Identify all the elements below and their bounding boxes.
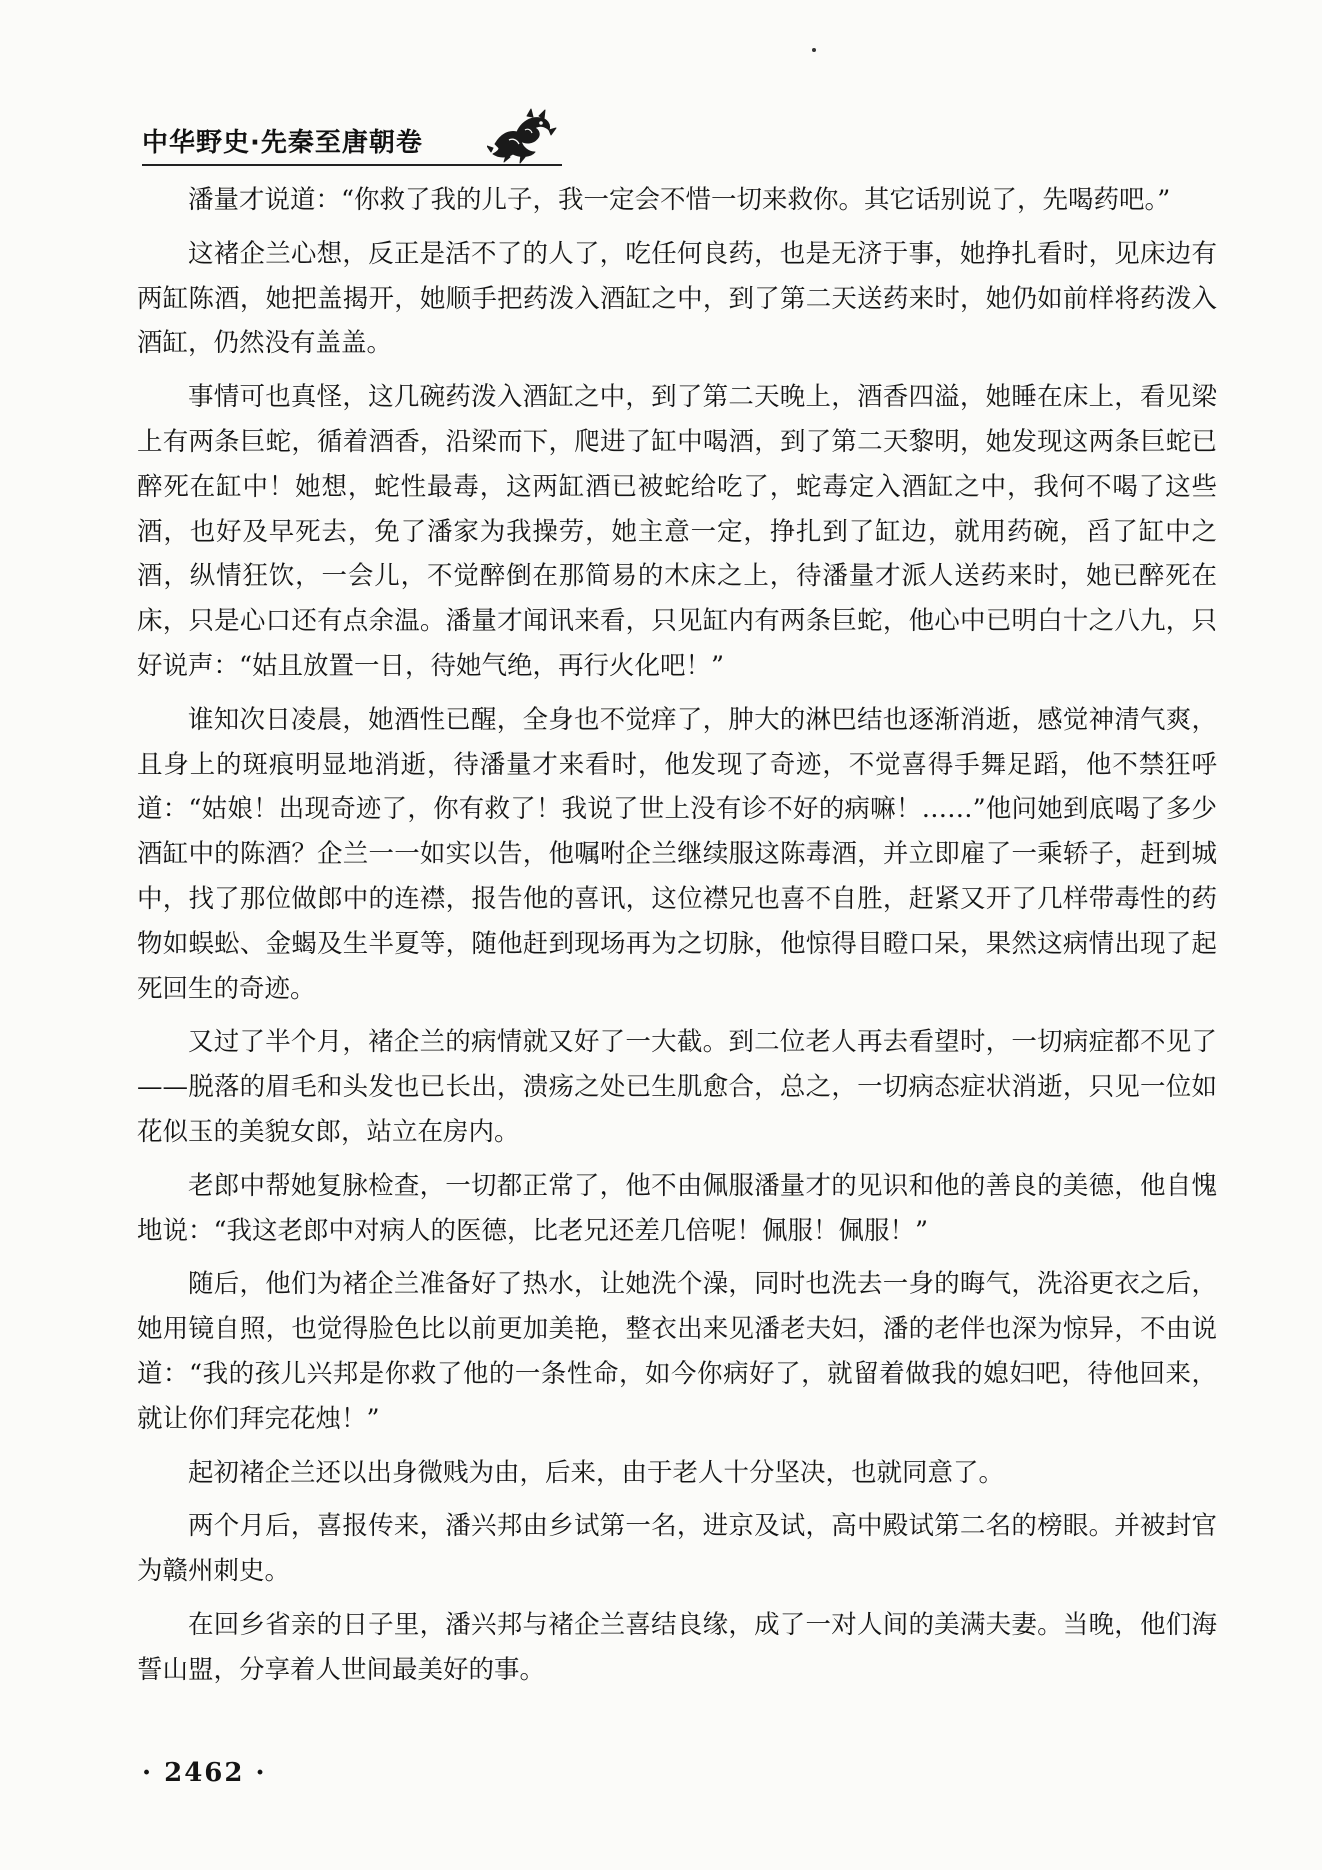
paragraph: 起初褚企兰还以出身微贱为由，后来，由于老人十分坚决，也就同意了。 xyxy=(188,1457,1005,1488)
page-number: · 2462 · xyxy=(142,1758,267,1788)
paragraph: 在回乡省亲的日子里，潘兴邦与褚企兰喜结良缘，成了一对人间的美满夫妻。当晚，他们海誓山盟，分享着人世间最美好的事。 xyxy=(137,1609,1217,1685)
header-rule xyxy=(142,164,562,166)
paragraph: 随后，他们为褚企兰准备好了热水，让她洗个澡，同时也洗去一身的晦气，洗浴更衣之后，她用镜自照，也觉得脸色比以前更加美艳，整衣出来见潘老夫妇，潘的老伴也深为惊异，不由说道：“我的孩儿兴邦是你救了他的一条性命，如今你病好了，就留着做我的媳妇吧，待他回来，就让你们拜完花烛！” xyxy=(137,1269,1217,1434)
running-header xyxy=(142,108,562,164)
running-header-title: 中华野史·先秦至唐朝卷 xyxy=(142,128,423,158)
paragraph: 两个月后，喜报传来，潘兴邦由乡试第一名，进京及试，高中殿试第二名的榜眼。并被封官为赣州刺史。 xyxy=(137,1511,1217,1587)
scan-speck xyxy=(812,48,816,52)
paragraph: 老郎中帮她复脉检查，一切都正常了，他不由佩服潘量才的见识和他的善良的美德，他自愧地说：“我这老郎中对病人的医德，比老兄还差几倍呢！佩服！佩服！” xyxy=(137,1170,1217,1246)
paragraph: 潘量才说道：“你救了我的儿子，我一定会不惜一切来救你。其它话别说了，先喝药吧。” xyxy=(188,185,1171,215)
dragon-emblem-icon xyxy=(487,108,557,164)
paragraph: 又过了半个月，褚企兰的病情就又好了一大截。到二位老人再去看望时，一切病症都不见了——脱落的眉毛和头发也已长出，溃疡之处已生肌愈合，总之，一切病态症状消逝，只见一位如花似玉的美貌女郎，站立在房内。 xyxy=(137,1027,1217,1147)
paragraph: 这褚企兰心想，反正是活不了的人了，吃任何良药，也是无济于事，她挣扎看时，见床边有两缸陈酒，她把盖揭开，她顺手把药泼入酒缸之中，到了第二天送药来时，她仍如前样将药泼入酒缸，仍然没有盖盖。 xyxy=(137,238,1217,359)
paragraph: 谁知次日凌晨，她酒性已醒，全身也不觉痒了，肿大的淋巴结也逐渐消逝，感觉神清气爽，且身上的斑痕明显地消逝，待潘量才来看时，他发现了奇迹，不觉喜得手舞足蹈，他不禁狂呼道：“姑娘！出现奇迹了，你有救了！我说了世上没有诊不好的病嘛！……”他问她到底喝了多少酒缸中的陈酒？企兰一一如实以告，他嘱咐企兰继续服这陈毒酒，并立即雇了一乘轿子，赶到城中，找了那位做郎中的连襟，报告他的喜讯，这位襟兄也喜不自胜，赶紧又开了几样带毒性的药物如蜈蚣、金蝎及生半夏等，随他赶到现场再为之切脉，他惊得目瞪口呆，果然这病情出现了起死回生的奇迹。 xyxy=(137,704,1217,1004)
body-text xyxy=(137,178,1217,1702)
paragraph: 事情可也真怪，这几碗药泼入酒缸之中，到了第二天晚上，酒香四溢，她睡在床上，看见梁上有两条巨蛇，循着酒香，沿梁而下，爬进了缸中喝酒，到了第二天黎明，她发现这两条巨蛇已醉死在缸中！她想，蛇性最毒，这两缸酒已被蛇给吃了，蛇毒定入酒缸之中，我何不喝了这些酒，也好及早死去，免了潘家为我操劳，她主意一定，挣扎到了缸边，就用药碗，舀了缸中之酒，纵情狂饮，一会儿，不觉醉倒在那简易的木床之上，待潘量才派人送药来时，她已醉死在床，只是心口还有点余温。潘量才闻讯来看，只见缸内有两条巨蛇，他心中已明白十之八九，只好说声：“姑且放置一日，待她气绝，再行火化吧！” xyxy=(137,382,1217,681)
